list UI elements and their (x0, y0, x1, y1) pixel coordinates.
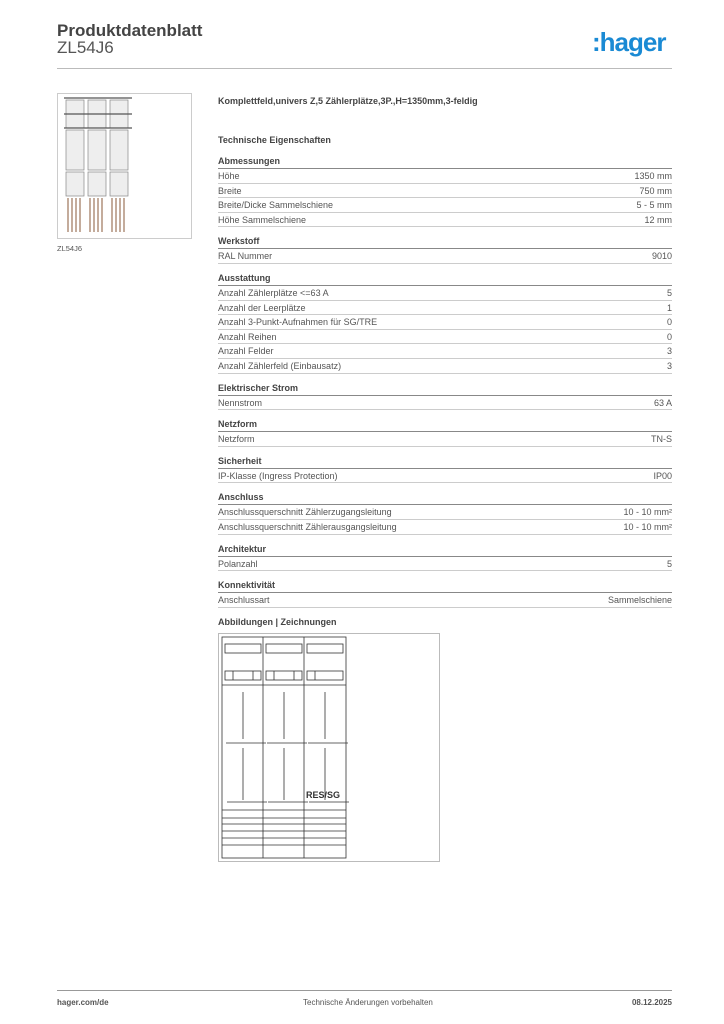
spec-label: Netzform (218, 434, 255, 445)
spec-value: TN-S (651, 434, 672, 445)
spec-section (218, 543, 672, 572)
section-title: Netzform (218, 418, 672, 432)
technical-drawing (218, 633, 440, 862)
spec-row (218, 169, 672, 184)
footer-date: 08.12.2025 (631, 998, 672, 1007)
spec-row (218, 301, 672, 316)
spec-value: 3 (666, 346, 672, 357)
spec-row (218, 184, 672, 199)
spec-row (218, 469, 672, 484)
spec-row (218, 249, 672, 264)
product-code: ZL54J6 (57, 38, 114, 57)
photo-caption: ZL54J6 (57, 244, 83, 253)
spec-section (218, 579, 672, 608)
hager-logo: :hager (592, 27, 666, 57)
spec-label: Anschlussquerschnitt Zählerzugangsleitung (218, 507, 392, 518)
spec-label: Anzahl Reihen (218, 331, 277, 342)
spec-label: Anzahl Felder (218, 346, 274, 357)
spec-section (218, 155, 672, 227)
section-title: Sicherheit (218, 455, 672, 469)
spec-row (218, 359, 672, 374)
spec-section (218, 235, 672, 264)
product-photo (57, 93, 192, 239)
spec-value: Sammelschiene (607, 595, 672, 606)
spec-label: Höhe (218, 171, 240, 181)
spec-label: Anschlussart (218, 595, 270, 606)
spec-row (218, 330, 672, 345)
spec-section (218, 418, 672, 447)
section-title: Konnektivität (218, 579, 672, 593)
spec-value: 10 - 10 mm² (623, 507, 672, 518)
spec-label: Anschlussquerschnitt Zählerausgangsleitung (218, 521, 397, 532)
figures-title: Abbildungen | Zeichnungen (218, 616, 337, 627)
spec-value: 9010 (651, 251, 672, 262)
spec-value: 63 A (653, 397, 672, 408)
spec-value: 5 (666, 287, 672, 298)
spec-row (218, 396, 672, 411)
spec-section (218, 491, 672, 534)
spec-row (218, 593, 672, 608)
spec-value: IP00 (653, 470, 672, 481)
spec-row (218, 557, 672, 572)
spec-row (218, 344, 672, 359)
footer-note: Technische Änderungen vorbehalten (303, 998, 433, 1007)
spec-label: Anzahl Zählerfeld (Einbausatz) (218, 360, 342, 371)
footer-website[interactable]: hager.com/de (57, 998, 109, 1007)
tech-heading: Technische Eigenschaften (218, 135, 331, 145)
spec-label: Anzahl der Leerplätze (218, 302, 306, 313)
spec-row (218, 432, 672, 447)
spec-value: 750 mm (639, 185, 672, 196)
spec-value: 1 (666, 302, 672, 313)
spec-value: 1350 mm (634, 171, 672, 181)
spec-row (218, 505, 672, 520)
spec-value: 12 mm (644, 214, 672, 225)
spec-row (218, 213, 672, 228)
drawing-label: RES/SG (306, 789, 341, 800)
header-divider (57, 68, 672, 69)
spec-label: Nennstrom (218, 397, 263, 408)
spec-value: 0 (666, 317, 672, 328)
spec-label: Breite/Dicke Sammelschiene (218, 200, 334, 211)
spec-value: 10 - 10 mm² (623, 521, 672, 532)
section-title: Ausstattung (218, 272, 672, 286)
spec-row (218, 520, 672, 535)
spec-value: 0 (666, 331, 672, 342)
product-details (218, 96, 672, 862)
spec-row (218, 286, 672, 301)
spec-label: IP-Klasse (Ingress Protection) (218, 470, 338, 481)
section-title: Werkstoff (218, 235, 672, 249)
spec-value: 5 - 5 mm (636, 200, 672, 211)
footer-divider (57, 990, 672, 991)
spec-label: RAL Nummer (218, 251, 273, 262)
spec-value: 5 (666, 558, 672, 569)
spec-section (218, 382, 672, 411)
product-description: Komplettfeld,univers Z,5 Zählerplätze,3P.,H=1350mm,3-feldig (218, 96, 478, 106)
section-title: Architektur (218, 543, 672, 557)
spec-value: 3 (666, 360, 672, 371)
spec-row (218, 198, 672, 213)
spec-label: Breite (218, 185, 242, 196)
section-title: Abmessungen (218, 155, 672, 169)
spec-section (218, 455, 672, 484)
spec-label: Anzahl 3-Punkt-Aufnahmen für SG/TRE (218, 317, 378, 328)
section-title: Elektrischer Strom (218, 382, 672, 396)
spec-row (218, 315, 672, 330)
spec-label: Anzahl Zählerplätze <=63 A (218, 287, 329, 298)
spec-label: Polanzahl (218, 558, 258, 569)
spec-section (218, 272, 672, 374)
spec-label: Höhe Sammelschiene (218, 214, 307, 225)
page-title: Produktdatenblatt (57, 21, 203, 40)
section-title: Anschluss (218, 491, 672, 505)
